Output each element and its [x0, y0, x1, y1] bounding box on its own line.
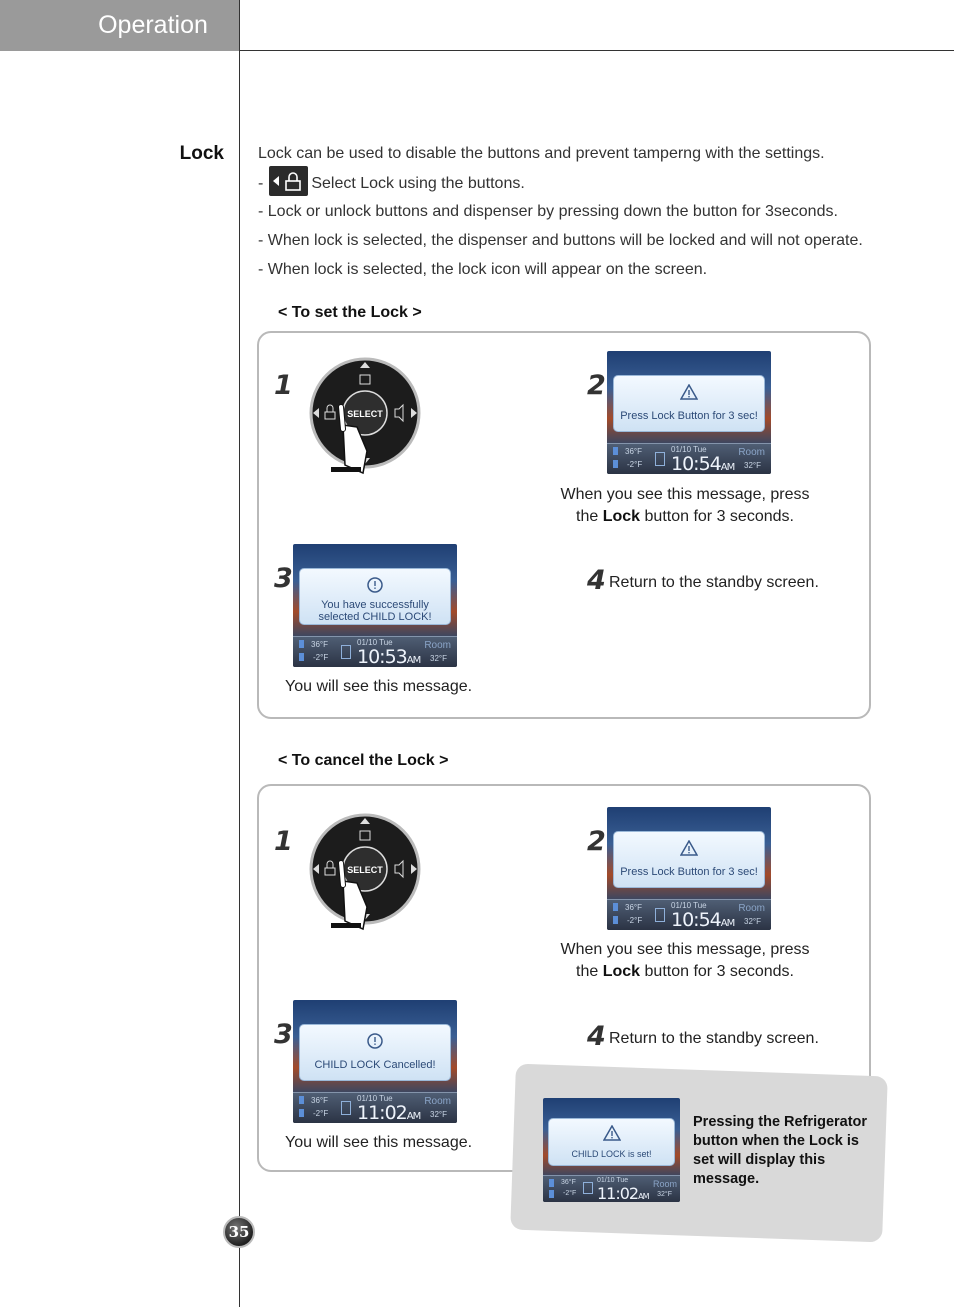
- section-title: Lock: [179, 143, 224, 164]
- room-label: Room: [738, 447, 765, 458]
- freezer-temp: -2°F: [313, 653, 329, 662]
- room-label: Room: [424, 640, 451, 651]
- step-number: 3: [274, 1019, 293, 1050]
- warning-icon: [680, 840, 698, 856]
- display-screen: [607, 351, 771, 474]
- alert-icon: [366, 577, 384, 593]
- step4-caption: Return to the standby screen.: [609, 1030, 819, 1047]
- display-screen: [293, 544, 457, 667]
- screen-message-box: [613, 375, 765, 432]
- step-number: 2: [587, 826, 606, 857]
- screen-message: You have successfully selected CHILD LOCK!: [318, 599, 432, 623]
- step-number: 3: [274, 563, 293, 594]
- step3-caption: You will see this message.: [285, 1134, 473, 1151]
- freezer-temp-icon: [613, 916, 618, 924]
- step4-caption: Return to the standby screen.: [609, 574, 819, 591]
- screen-message: Press Lock Button for 3 sec!: [620, 410, 758, 422]
- screen-status-bar: [293, 636, 457, 667]
- set-lock-heading: < To set the Lock >: [278, 304, 422, 321]
- warning-icon: [603, 1125, 621, 1141]
- fridge-temp-icon: [299, 640, 304, 648]
- freezer-temp: -2°F: [627, 460, 643, 469]
- room-label: Room: [652, 1179, 677, 1189]
- room-temp: 32°F: [657, 1191, 672, 1198]
- display-screen: [293, 1000, 457, 1123]
- fridge-temp-icon: [549, 1179, 554, 1187]
- screen-time: 10:54AM: [671, 909, 735, 930]
- glass-icon: [655, 452, 665, 466]
- freezer-temp-icon: [299, 653, 304, 661]
- intro-line: [258, 172, 918, 201]
- glass-icon: [583, 1182, 593, 1194]
- fridge-temp: 36°F: [625, 447, 642, 456]
- intro-line-text: Select Lock using the buttons.: [311, 175, 525, 193]
- intro-bullet: -: [258, 175, 264, 193]
- note-text: Pressing the Refrigerator button when the Lock is set will display this message.: [693, 1114, 868, 1187]
- screen-message: CHILD LOCK is set!: [571, 1149, 652, 1159]
- freezer-temp-icon: [299, 1109, 304, 1117]
- step-number: 4: [587, 1021, 606, 1052]
- header-tab: [0, 0, 240, 50]
- control-dial: [305, 355, 435, 485]
- intro-text: [258, 143, 918, 288]
- step2-caption: When you see this message, press the Lock button for 3 seconds.: [560, 941, 810, 980]
- glass-icon: [655, 908, 665, 922]
- room-temp: 32°F: [744, 917, 761, 926]
- page-number: 35: [223, 1216, 255, 1248]
- header-divider: [240, 50, 954, 51]
- step-number: 2: [587, 370, 606, 401]
- freezer-temp: -2°F: [313, 1109, 329, 1118]
- screen-message-box: [613, 831, 765, 888]
- screen-date: 01/10 Tue: [357, 638, 393, 647]
- intro-line: - When lock is selected, the dispenser and buttons will be locked and will not operate.: [258, 232, 863, 249]
- screen-message: CHILD LOCK Cancelled!: [314, 1059, 436, 1071]
- dial-select-label: SELECT: [347, 409, 383, 419]
- step-number: 1: [274, 370, 293, 401]
- screen-message-box: [548, 1118, 675, 1166]
- room-temp: 32°F: [430, 654, 447, 663]
- screen-message: Press Lock Button for 3 sec!: [620, 866, 758, 878]
- display-screen: [607, 807, 771, 930]
- control-dial: [305, 811, 435, 941]
- freezer-temp: -2°F: [563, 1190, 577, 1197]
- screen-status-bar: [293, 1092, 457, 1123]
- dial-select-label: SELECT: [347, 865, 383, 875]
- room-label: Room: [424, 1096, 451, 1107]
- fridge-temp-icon: [299, 1096, 304, 1104]
- step2-caption: When you see this message, press the Lock button for 3 seconds.: [560, 486, 810, 525]
- freezer-temp-icon: [613, 460, 618, 468]
- screen-date: 01/10 Tue: [671, 445, 707, 454]
- intro-line: Lock can be used to disable the buttons and prevent tamperng with the settings.: [258, 145, 825, 162]
- warning-icon: [680, 384, 698, 400]
- step-number: 4: [587, 565, 606, 596]
- freezer-temp-icon: [549, 1190, 554, 1198]
- alert-icon: [366, 1033, 384, 1049]
- glass-icon: [341, 645, 351, 659]
- room-label: Room: [738, 903, 765, 914]
- screen-time: 11:02AM: [357, 1102, 421, 1123]
- freezer-temp: -2°F: [627, 916, 643, 925]
- fridge-temp: 36°F: [625, 903, 642, 912]
- screen-time: 10:53AM: [357, 646, 421, 667]
- screen-message-box: [299, 1024, 451, 1081]
- screen-date: 01/10 Tue: [357, 1094, 393, 1103]
- screen-status-bar: [607, 443, 771, 474]
- fridge-temp: 36°F: [311, 1096, 328, 1105]
- fridge-temp: 36°F: [311, 640, 328, 649]
- lock-button-icon: [269, 166, 308, 196]
- glass-icon: [341, 1101, 351, 1115]
- screen-date: 01/10 Tue: [671, 901, 707, 910]
- screen-status-bar: [543, 1175, 680, 1202]
- room-temp: 32°F: [430, 1110, 447, 1119]
- screen-message-box: [299, 568, 451, 625]
- cancel-lock-heading: < To cancel the Lock >: [278, 752, 449, 769]
- screen-time: 11:02AM: [597, 1184, 649, 1202]
- fridge-temp-icon: [613, 447, 618, 455]
- header-title: Operation: [98, 10, 208, 39]
- step-number: 1: [274, 826, 293, 857]
- screen-time: 10:54AM: [671, 453, 735, 474]
- fridge-temp-icon: [613, 903, 618, 911]
- intro-line: - Lock or unlock buttons and dispenser by pressing down the button for 3seconds.: [258, 203, 838, 220]
- room-temp: 32°F: [744, 461, 761, 470]
- header-divider-left: [0, 50, 240, 51]
- fridge-temp: 36°F: [561, 1179, 576, 1186]
- screen-status-bar: [607, 899, 771, 930]
- intro-line: - When lock is selected, the lock icon will appear on the screen.: [258, 261, 708, 278]
- display-screen: [543, 1098, 680, 1202]
- screen-date: 01/10 Tue: [597, 1177, 629, 1184]
- margin-rule: [239, 0, 240, 1307]
- step3-caption: You will see this message.: [285, 678, 473, 695]
